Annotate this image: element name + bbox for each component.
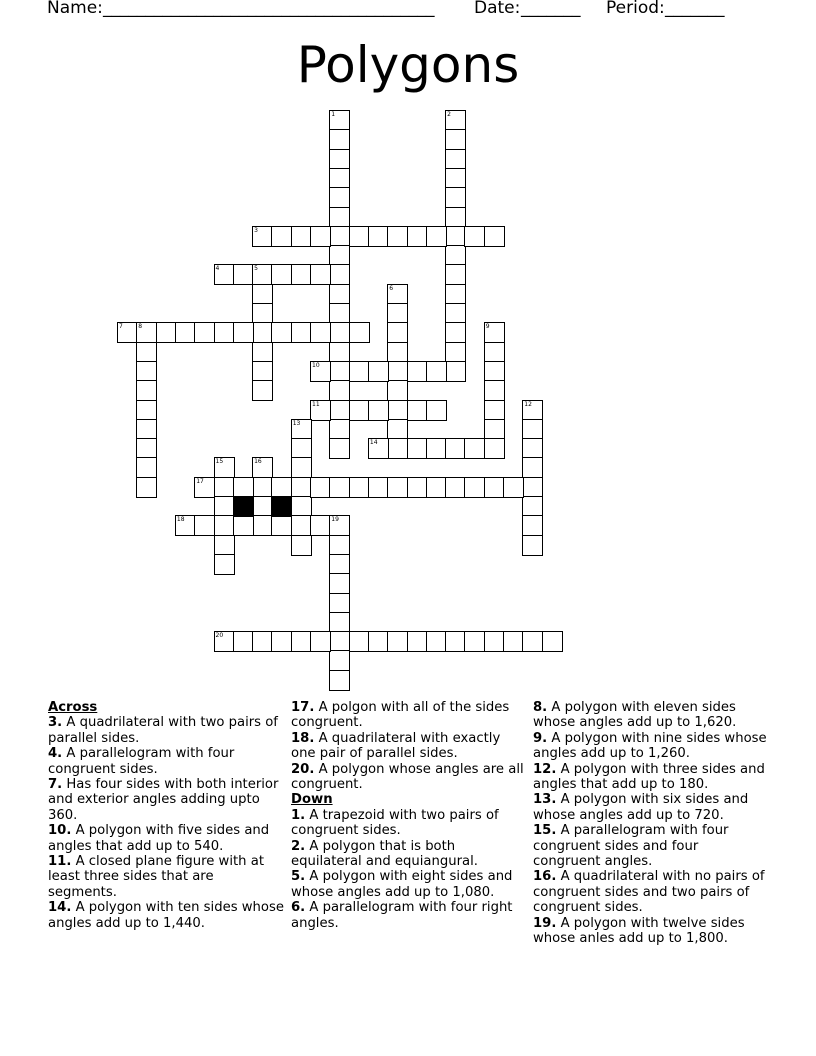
crossword-cell[interactable] <box>329 554 350 575</box>
cell-number: 15 <box>215 458 224 466</box>
crossword-cell[interactable] <box>252 496 273 517</box>
crossword-cell[interactable] <box>329 264 350 285</box>
crossword-cell[interactable] <box>426 226 447 247</box>
crossword-cell[interactable] <box>214 554 235 575</box>
clue-text: A parallelogram with four congruent sides and four congruent angles. <box>533 823 729 870</box>
crossword-cell[interactable] <box>136 457 157 478</box>
crossword-cell[interactable] <box>407 226 428 247</box>
down-clue-list-continued <box>533 700 769 947</box>
crossword-cell[interactable] <box>310 631 331 652</box>
crossword-cell[interactable] <box>329 650 350 671</box>
across-clue <box>48 823 284 854</box>
crossword-cell[interactable] <box>445 477 466 498</box>
crossword-cell[interactable] <box>387 303 408 324</box>
crossword-cell[interactable] <box>484 400 505 421</box>
crossword-cell[interactable] <box>329 342 350 363</box>
down-heading: Down <box>291 792 333 808</box>
clue-number: 13. <box>533 792 557 808</box>
clue-text: A polygon with ten sides whose angles add up to 1,440. <box>48 900 284 931</box>
date-field[interactable]: _______ <box>521 0 581 18</box>
name-field[interactable]: _______________________________________ <box>103 0 435 18</box>
crossword-cell[interactable] <box>329 226 350 247</box>
crossword-cell[interactable] <box>522 515 543 536</box>
crossword-cell[interactable] <box>387 322 408 343</box>
crossword-cell[interactable] <box>291 535 312 556</box>
crossword-cell[interactable] <box>368 631 389 652</box>
crossword-cell[interactable] <box>136 438 157 459</box>
cell-number: 14 <box>369 439 378 447</box>
crossword-cell[interactable] <box>368 400 389 421</box>
crossword-cell[interactable] <box>291 226 312 247</box>
clue-number: 8. <box>533 700 548 715</box>
crossword-cell[interactable] <box>542 631 563 652</box>
crossword-cell[interactable] <box>136 419 157 440</box>
across-clue <box>48 746 284 777</box>
crossword-cell[interactable] <box>252 342 273 363</box>
crossword-cell[interactable] <box>252 380 273 401</box>
crossword-cell[interactable] <box>349 361 370 382</box>
crossword-cell[interactable] <box>310 477 331 498</box>
period-field[interactable]: _______ <box>665 0 725 18</box>
crossword-cell[interactable] <box>329 438 350 459</box>
crossword-cell[interactable] <box>291 631 312 652</box>
crossword-cell[interactable] <box>522 535 543 556</box>
crossword-cell[interactable] <box>349 322 370 343</box>
crossword-cell[interactable] <box>522 477 543 498</box>
crossword-cell[interactable] <box>522 438 543 459</box>
clues-column-2 <box>291 700 527 931</box>
crossword-cell[interactable] <box>194 515 215 536</box>
crossword-cell[interactable] <box>310 322 331 343</box>
crossword-cell[interactable] <box>484 342 505 363</box>
crossword-cell[interactable] <box>329 400 350 421</box>
crossword-cell[interactable] <box>484 361 505 382</box>
date-label: Date: <box>474 0 521 18</box>
crossword-cell[interactable] <box>387 477 408 498</box>
crossword-cell[interactable] <box>252 322 273 343</box>
clue-text: A polygon with eight sides and whose angles add up to 1,080. <box>291 869 513 900</box>
crossword-cell[interactable] <box>329 129 350 150</box>
across-clue <box>48 900 284 931</box>
crossword-cell[interactable] <box>445 284 466 305</box>
crossword-cell[interactable] <box>214 535 235 556</box>
crossword-cell[interactable] <box>329 593 350 614</box>
crossword-cell[interactable] <box>214 496 235 517</box>
clue-text: A polygon that is both equilateral and equiangural. <box>291 838 478 870</box>
crossword-cell[interactable] <box>387 380 408 401</box>
crossword-cell[interactable] <box>329 380 350 401</box>
crossword-cell[interactable] <box>426 400 447 421</box>
crossword-cell[interactable] <box>407 400 428 421</box>
crossword-cell[interactable] <box>387 419 408 440</box>
across-clue <box>291 700 527 731</box>
crossword-cell[interactable] <box>503 631 524 652</box>
crossword-cell[interactable] <box>329 245 350 266</box>
clue-number: 1. <box>291 807 306 823</box>
clue-number: 16. <box>533 869 557 885</box>
page-title: Polygons <box>296 36 520 94</box>
clue-number: 9. <box>533 730 548 746</box>
clue-number: 15. <box>533 823 557 839</box>
crossword-cell[interactable] <box>291 264 312 285</box>
crossword-cell[interactable] <box>329 477 350 498</box>
across-clue <box>48 854 284 900</box>
down-clue <box>291 900 527 931</box>
crossword-cell[interactable] <box>445 226 466 247</box>
clue-number: 20. <box>291 761 315 777</box>
crossword-cell[interactable] <box>329 322 350 343</box>
across-clue-list-continued <box>291 700 527 792</box>
crossword-cell[interactable] <box>484 477 505 498</box>
clue-text: A polygon with eleven sides whose angles add up to 1,620. <box>533 700 737 731</box>
clue-number: 5. <box>291 869 306 885</box>
crossword-cell[interactable] <box>233 515 254 536</box>
crossword-cell[interactable] <box>214 515 235 536</box>
crossword-cell[interactable] <box>291 515 312 536</box>
crossword-cell[interactable] <box>426 477 447 498</box>
down-clue <box>533 700 769 731</box>
crossword-cell[interactable] <box>464 226 485 247</box>
crossword-cell[interactable] <box>329 284 350 305</box>
period-label: Period: <box>606 0 665 18</box>
clue-number: 14. <box>48 900 72 916</box>
cell-number: 7 <box>119 323 123 331</box>
clue-text: A parallelogram with four right angles. <box>291 900 513 931</box>
name-label: Name: <box>47 0 103 18</box>
clue-text: A polygon with six sides and whose angles add up to 720. <box>533 792 749 823</box>
crossword-cell[interactable] <box>368 477 389 498</box>
crossword-cell[interactable] <box>291 496 312 517</box>
clue-number: 19. <box>533 915 557 931</box>
crossword-cell[interactable] <box>349 226 370 247</box>
clue-number: 11. <box>48 854 72 870</box>
crossword-cell[interactable] <box>445 187 466 208</box>
across-clue <box>291 731 527 762</box>
crossword-cell[interactable] <box>252 284 273 305</box>
crossword-cell[interactable] <box>445 207 466 228</box>
crossword-cell[interactable] <box>271 264 292 285</box>
crossword-cell[interactable] <box>368 226 389 247</box>
down-clue <box>533 792 769 823</box>
crossword-cell[interactable] <box>445 168 466 189</box>
crossword-cell[interactable] <box>522 457 543 478</box>
down-clue <box>291 869 527 900</box>
crossword-cell[interactable] <box>387 438 408 459</box>
clue-number: 17. <box>291 700 315 715</box>
crossword-cell[interactable] <box>445 245 466 266</box>
crossword-cell[interactable] <box>214 477 235 498</box>
down-clue <box>533 916 769 947</box>
crossword-cell[interactable] <box>445 342 466 363</box>
crossword-cell[interactable] <box>329 303 350 324</box>
crossword-cell[interactable] <box>484 226 505 247</box>
crossword-cell[interactable] <box>464 438 485 459</box>
clue-text: A closed plane figure with at least three sides that are segments. <box>48 854 264 900</box>
clue-text: A polygon with twelve sides whose anles add up to 1,800. <box>533 915 745 947</box>
clue-text: A polygon with five sides and angles that add up to 540. <box>48 823 270 854</box>
crossword-cell[interactable] <box>194 322 215 343</box>
cell-number: 20 <box>215 632 224 640</box>
crossword-cell[interactable] <box>484 438 505 459</box>
cell-number: 18 <box>176 516 185 524</box>
crossword-cell[interactable] <box>407 631 428 652</box>
crossword-cell[interactable] <box>329 535 350 556</box>
crossword-cell[interactable] <box>271 226 292 247</box>
crossword-cell[interactable] <box>252 477 273 498</box>
cell-number: 16 <box>254 458 262 466</box>
clue-number: 7. <box>48 777 63 793</box>
clue-number: 2. <box>291 838 306 854</box>
clue-text: A polgon with all of the sides congruent. <box>291 700 510 731</box>
crossword-cell[interactable] <box>175 322 196 343</box>
crossword-cell[interactable] <box>445 129 466 150</box>
crossword-cell[interactable] <box>484 419 505 440</box>
clue-number: 10. <box>48 823 72 839</box>
clue-text: A polygon with nine sides whose angles add up to 1,260. <box>533 730 767 762</box>
crossword-cell[interactable] <box>310 515 331 536</box>
crossword-cell[interactable] <box>387 342 408 363</box>
crossword-cell[interactable] <box>445 322 466 343</box>
clue-number: 12. <box>533 761 557 777</box>
clue-text: A polygon whose angles are all congruent. <box>291 761 524 793</box>
crossword-cell[interactable] <box>426 361 447 382</box>
crossword-cell[interactable] <box>445 149 466 170</box>
crossword-cell[interactable] <box>291 477 312 498</box>
crossword-cell[interactable] <box>387 361 408 382</box>
crossword-cell[interactable] <box>329 149 350 170</box>
crossword-cell[interactable] <box>484 380 505 401</box>
across-clue <box>48 777 284 823</box>
clue-text: Has four sides with both interior and exterior angles adding upto 360. <box>48 777 279 823</box>
cell-number: 6 <box>389 284 394 292</box>
crossword-cell[interactable] <box>387 400 408 421</box>
crossword-cell[interactable] <box>387 226 408 247</box>
cell-number: 4 <box>215 265 220 273</box>
clue-text: A quadrilateral with two pairs of parallel sides. <box>48 715 278 746</box>
clues-column-1 <box>48 700 284 931</box>
crossword-cell[interactable] <box>233 264 254 285</box>
clue-text: A parallelogram with four congruent sides. <box>48 746 235 777</box>
crossword-cell[interactable] <box>252 361 273 382</box>
crossword-cell[interactable] <box>136 361 157 382</box>
clue-number: 3. <box>48 715 63 731</box>
crossword-cell[interactable] <box>329 670 350 691</box>
crossword-cell[interactable] <box>156 322 177 343</box>
down-clue <box>533 762 769 793</box>
clue-text: A quadrilateral with no pairs of congruent sides and two pairs of congruent sides. <box>533 869 765 916</box>
crossword-cell[interactable] <box>445 438 466 459</box>
crossword-cell[interactable] <box>214 322 235 343</box>
crossword-cell[interactable] <box>349 477 370 498</box>
crossword-cell[interactable] <box>407 361 428 382</box>
crossword-cell[interactable] <box>484 631 505 652</box>
cell-number: 13 <box>292 419 301 427</box>
crossword-cell[interactable] <box>291 322 312 343</box>
clue-text: A quadrilateral with exactly one pair of parallel sides. <box>291 730 501 762</box>
down-clue-list <box>291 808 527 931</box>
crossword-cell[interactable] <box>445 303 466 324</box>
crossword-cell[interactable] <box>329 631 350 652</box>
crossword-cell[interactable] <box>291 438 312 459</box>
crossword-cell[interactable] <box>445 631 466 652</box>
across-clue-list <box>48 715 284 931</box>
crossword-blocked-cell <box>271 496 292 517</box>
crossword-cell[interactable] <box>310 226 331 247</box>
cell-number: 1 <box>331 111 336 118</box>
crossword-cell[interactable] <box>252 303 273 324</box>
crossword-cell[interactable] <box>291 457 312 478</box>
cell-number: 19 <box>331 516 339 524</box>
crossword-cell[interactable] <box>407 477 428 498</box>
down-clue <box>533 731 769 762</box>
crossword-cell[interactable] <box>271 631 292 652</box>
cell-number: 9 <box>485 323 490 331</box>
crossword-cell[interactable] <box>136 342 157 363</box>
crossword-cell[interactable] <box>426 631 447 652</box>
across-clue <box>48 715 284 746</box>
cell-number: 5 <box>254 265 258 273</box>
clue-number: 18. <box>291 730 315 746</box>
crossword-cell[interactable] <box>136 400 157 421</box>
clue-number: 6. <box>291 900 306 916</box>
crossword-cell[interactable] <box>252 631 273 652</box>
cell-number: 8 <box>138 323 143 331</box>
crossword-cell[interactable] <box>271 322 292 343</box>
crossword-cell[interactable] <box>387 631 408 652</box>
crossword-cell[interactable] <box>271 515 292 536</box>
crossword-cell[interactable] <box>522 419 543 440</box>
crossword-cell[interactable] <box>252 515 273 536</box>
crossword-cell[interactable] <box>310 264 331 285</box>
crossword-cell[interactable] <box>329 573 350 594</box>
crossword-cell[interactable] <box>349 400 370 421</box>
crossword-cell[interactable] <box>233 631 254 652</box>
crossword-blocked-cell <box>233 496 254 517</box>
clues-column-3 <box>533 700 769 947</box>
crossword-cell[interactable] <box>271 477 292 498</box>
crossword-cell[interactable] <box>329 168 350 189</box>
down-clue <box>291 808 527 839</box>
down-clue <box>291 839 527 870</box>
crossword-cell[interactable] <box>445 264 466 285</box>
clue-number: 4. <box>48 746 63 762</box>
down-clue <box>533 823 769 869</box>
crossword-cell[interactable] <box>329 612 350 633</box>
crossword-cell[interactable] <box>329 419 350 440</box>
crossword-cell[interactable] <box>407 438 428 459</box>
crossword-cell[interactable] <box>503 477 524 498</box>
crossword-cell[interactable] <box>233 477 254 498</box>
crossword-cell[interactable] <box>426 438 447 459</box>
crossword-cell[interactable] <box>136 380 157 401</box>
across-heading: Across <box>48 700 98 715</box>
crossword-cell[interactable] <box>522 496 543 517</box>
crossword-cell[interactable] <box>464 631 485 652</box>
crossword-cell[interactable] <box>329 207 350 228</box>
cell-number: 2 <box>447 111 451 118</box>
crossword-cell[interactable] <box>233 322 254 343</box>
cell-number: 10 <box>312 361 320 369</box>
crossword-cell[interactable] <box>329 361 350 382</box>
crossword-cell[interactable] <box>445 361 466 382</box>
clues-section <box>0 700 816 1000</box>
crossword-cell[interactable] <box>464 477 485 498</box>
clue-text: A trapezoid with two pairs of congruent sides. <box>291 807 499 839</box>
across-clue <box>291 762 527 793</box>
cell-number: 12 <box>524 400 532 408</box>
crossword-cell[interactable] <box>329 187 350 208</box>
crossword-cell[interactable] <box>136 477 157 498</box>
cell-number: 17 <box>196 477 204 485</box>
crossword-cell[interactable] <box>349 631 370 652</box>
crossword-cell[interactable] <box>368 361 389 382</box>
crossword-cell[interactable] <box>522 631 543 652</box>
down-clue <box>533 869 769 915</box>
clue-text: A polygon with three sides and angles that add up to 180. <box>533 761 765 793</box>
cell-number: 11 <box>312 400 320 408</box>
cell-number: 3 <box>254 226 258 234</box>
